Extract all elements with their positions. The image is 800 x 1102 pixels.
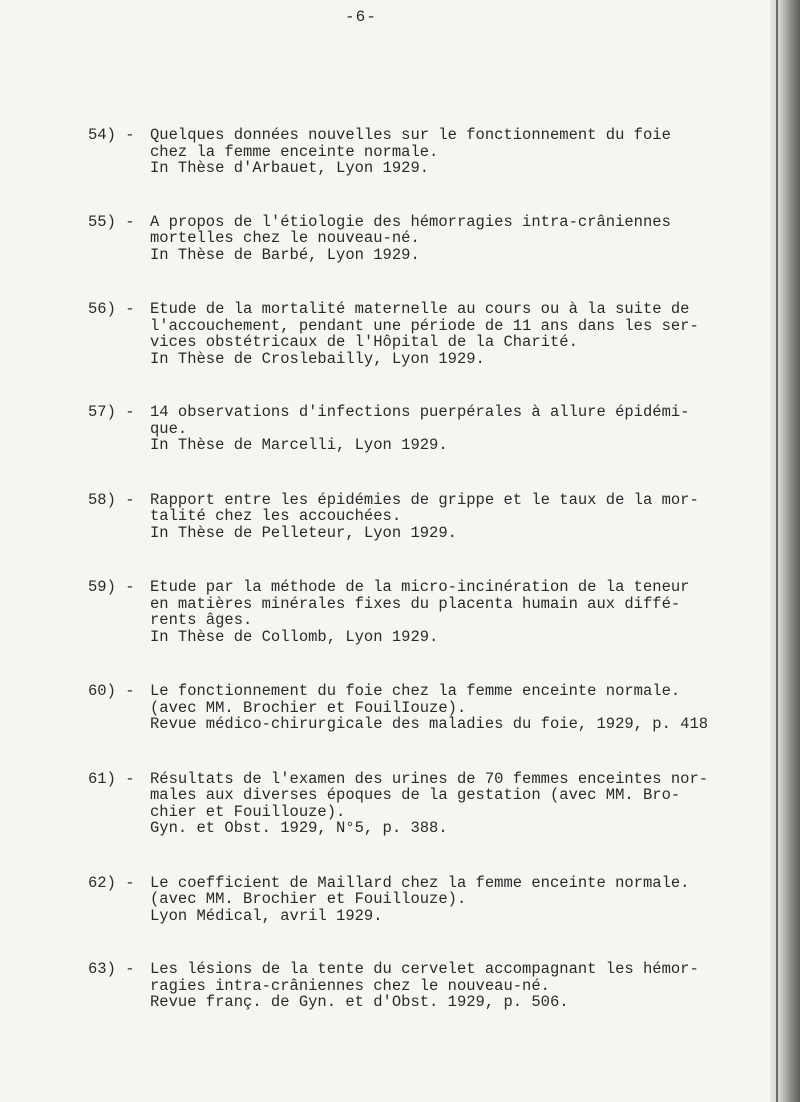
entry-line: talité chez les accouchées. (150, 507, 402, 525)
entry-number: 58) - (88, 490, 135, 509)
entry-55 (88, 214, 778, 264)
entry-number: 55) - (88, 212, 135, 231)
entry-text (150, 492, 778, 542)
entry-line: Revue médico-chirurgicale des maladies du foie, 1929, p. 418 (150, 715, 709, 733)
page-number: -6- (345, 8, 377, 26)
entry-number: 56) - (88, 300, 135, 318)
entry-line: A propos de l'étiologie des hémorragies intra-crâniennes (150, 212, 671, 231)
entry-line: 14 observations d'infections puerpérales à allure épidémi- (150, 403, 690, 421)
entry-63 (88, 961, 778, 1011)
entry-57 (88, 404, 778, 454)
entry-number: 57) - (88, 403, 135, 421)
entry-line: Revue franç. de Gyn. et d'Obst. 1929, p. 506. (150, 993, 569, 1011)
entry-line: Le fonctionnement du foie chez la femme enceinte normale. (150, 682, 681, 700)
entry-line: ragies intra-crâniennes chez le nouveau-né. (150, 976, 550, 995)
entry-line: In Thèse de Pelleteur, Lyon 1929. (150, 523, 457, 542)
bibliography-list (88, 127, 778, 1011)
entry-line: (avec MM. Brochier et FouilIouze). (150, 698, 467, 717)
entry-line: In Thèse de Collomb, Lyon 1929. (150, 627, 439, 646)
entry-text (150, 301, 778, 367)
entry-line: (avec MM. Brochier et Fouillouze). (150, 890, 467, 908)
entry-number: 61) - (88, 769, 135, 788)
entry-line: In Thèse de Croslebailly, Lyon 1929. (150, 349, 485, 368)
entry-text (150, 961, 778, 1011)
entry-line: Quelques données nouvelles sur le fonctionnement du foie (150, 126, 671, 144)
entry-59 (88, 579, 778, 645)
entry-line: vices obstétricaux de l'Hôpital de la Charité. (150, 333, 578, 351)
entry-number: 60) - (88, 682, 135, 700)
entry-line: Lyon Médical, avril 1929. (150, 906, 383, 925)
entry-text (150, 875, 778, 925)
entry-56 (88, 301, 778, 367)
entry-number: 59) - (88, 578, 135, 596)
entry-text (150, 214, 778, 264)
entry-62 (88, 875, 778, 925)
entry-line: que. (150, 419, 188, 438)
entry-58 (88, 492, 778, 542)
entry-line: l'accouchement, pendant une période de 11 ans dans les ser- (150, 316, 699, 335)
entry-54 (88, 127, 778, 177)
entry-line: In Thèse de Marcelli, Lyon 1929. (150, 436, 448, 454)
entry-text (150, 404, 778, 454)
entry-number: 62) - (88, 873, 135, 892)
entry-line: Résultats de l'examen des urines de 70 femmes enceintes nor- (150, 769, 709, 788)
entry-line: rents âges. (150, 611, 253, 629)
entry-number: 54) - (88, 126, 135, 144)
entry-60 (88, 683, 778, 733)
entry-61 (88, 771, 778, 837)
entry-line: Les lésions de la tente du cervelet accompagnant les hémor- (150, 960, 699, 978)
entry-line: Le coefficient de Maillard chez la femme enceinte normale. (150, 873, 690, 892)
entry-line: Rapport entre les épidémies de grippe et le taux de la mor- (150, 490, 699, 509)
entry-line: In Thèse d'Arbauet, Lyon 1929. (150, 159, 430, 177)
entry-line: Etude par la méthode de la micro-incinération de la teneur (150, 578, 690, 596)
entry-text (150, 683, 778, 733)
entry-line: males aux diverses époques de la gestation (avec MM. Bro- (150, 786, 681, 804)
entry-number: 63) - (88, 960, 135, 978)
entry-line: mortelles chez le nouveau-né. (150, 229, 420, 247)
entry-line: en matières minérales fixes du placenta humain aux diffé- (150, 594, 681, 613)
entry-line: In Thèse de Barbé, Lyon 1929. (150, 245, 420, 264)
entry-line: chier et Fouillouze). (150, 802, 346, 821)
entry-text (150, 579, 778, 645)
entry-text (150, 771, 778, 837)
entry-text (150, 127, 778, 177)
entry-line: Etude de la mortalité maternelle au cours ou à la suite de (150, 300, 690, 318)
entry-line: Gyn. et Obst. 1929, N°5, p. 388. (150, 819, 448, 837)
entry-line: chez la femme enceinte normale. (150, 142, 439, 161)
